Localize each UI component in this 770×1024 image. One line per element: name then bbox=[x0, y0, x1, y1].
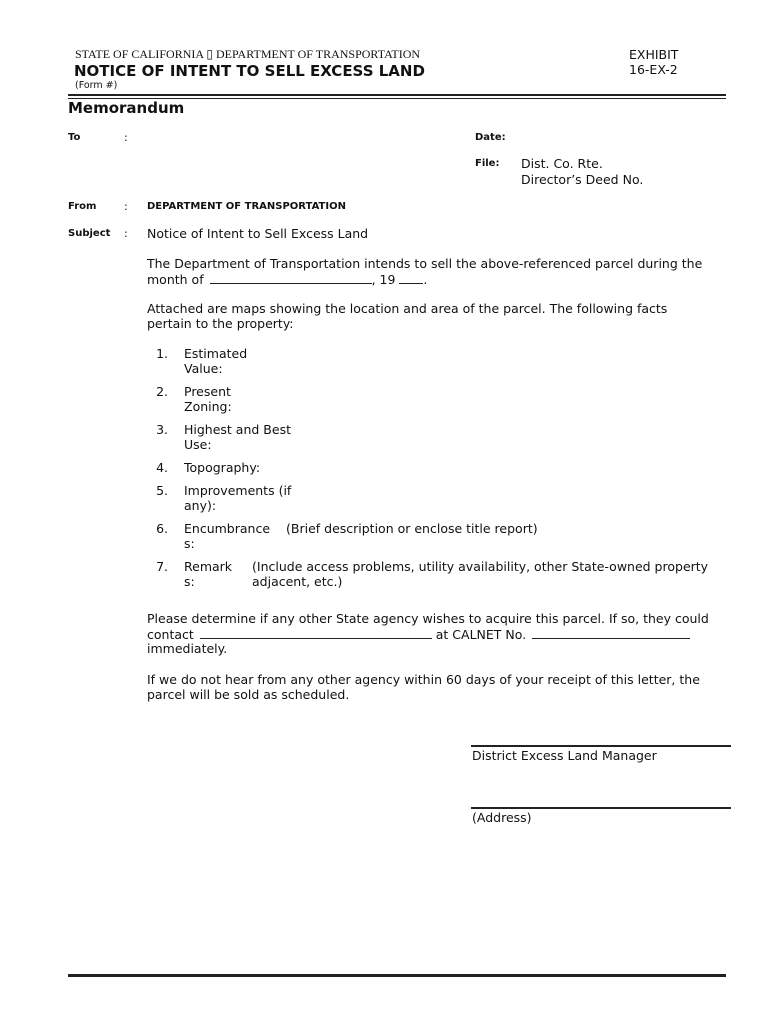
period-text: . bbox=[423, 272, 428, 287]
paragraph-2-line-2: pertain to the property: bbox=[147, 316, 294, 331]
fact-label-line: Estimated bbox=[184, 346, 248, 361]
calnet-blank[interactable] bbox=[532, 626, 690, 639]
paragraph-2-line-1: Attached are maps showing the location and area of the parcel. The following facts bbox=[147, 301, 668, 316]
to-colon: : bbox=[124, 131, 128, 144]
file-directors-deed: Director’s Deed No. bbox=[521, 172, 644, 187]
fact-label-estimated-value bbox=[184, 346, 247, 376]
file-label: File: bbox=[475, 158, 500, 169]
paragraph-1-line-2 bbox=[147, 271, 427, 287]
form-number: (Form #) bbox=[75, 80, 118, 91]
fact-label-highest-best-use bbox=[184, 422, 291, 452]
fact-number: 5. bbox=[156, 483, 168, 498]
year-blank[interactable] bbox=[399, 271, 423, 284]
exhibit-line-1: EXHIBIT bbox=[629, 47, 679, 62]
subject-value: Notice of Intent to Sell Excess Land bbox=[147, 226, 369, 241]
manager-caption: District Excess Land Manager bbox=[472, 748, 657, 763]
from-label: From bbox=[68, 201, 97, 212]
paragraph-4-line-1: If we do not hear from any other agency within 60 days of your receipt of this letter, the bbox=[147, 672, 700, 687]
paragraph-4-line-2: parcel will be sold as scheduled. bbox=[147, 687, 350, 702]
footer-rule bbox=[68, 974, 726, 977]
fact-number: 7. bbox=[156, 559, 168, 574]
fact-label-line: s: bbox=[184, 536, 195, 551]
fact-number: 4. bbox=[156, 460, 168, 475]
form-title: NOTICE OF INTENT TO SELL EXCESS LAND bbox=[74, 62, 425, 80]
fact-number: 1. bbox=[156, 346, 168, 361]
fact-label-line: Value: bbox=[184, 361, 223, 376]
memorandum-heading: Memorandum bbox=[68, 99, 185, 117]
paragraph-3-line-1: Please determine if any other State agency wishes to acquire this parcel. If so, they could bbox=[147, 611, 709, 626]
fact-label-line: Remark bbox=[184, 559, 233, 574]
file-dist-co-rte: Dist. Co. Rte. bbox=[521, 156, 603, 171]
fact-note-line: adjacent, etc.) bbox=[252, 574, 343, 589]
fact-note-remarks bbox=[252, 559, 708, 589]
fact-label-line: Use: bbox=[184, 437, 212, 452]
paragraph-1-line-1: The Department of Transportation intends to sell the above-referenced parcel during the bbox=[147, 256, 703, 271]
address-caption: (Address) bbox=[472, 810, 532, 825]
header-rule-thick bbox=[68, 94, 726, 96]
contact-blank[interactable] bbox=[200, 626, 432, 639]
from-value: DEPARTMENT OF TRANSPORTATION bbox=[147, 201, 346, 212]
paragraph-3-line-2 bbox=[147, 626, 690, 642]
exhibit-line-2: 16-EX-2 bbox=[629, 62, 678, 77]
month-of-text: month of bbox=[147, 272, 204, 287]
fact-label-line: s: bbox=[184, 574, 195, 589]
fact-label-encumbrances bbox=[184, 521, 270, 551]
fact-label-present-zoning bbox=[184, 384, 232, 414]
fact-number: 2. bbox=[156, 384, 168, 399]
manager-signature-line[interactable] bbox=[471, 745, 731, 747]
fact-label-line: Highest and Best bbox=[184, 422, 291, 437]
address-line[interactable] bbox=[471, 807, 731, 809]
fact-label-line: any): bbox=[184, 498, 217, 513]
fact-label-topography bbox=[184, 460, 260, 475]
paragraph-3-line-3: immediately. bbox=[147, 641, 228, 656]
subject-colon: : bbox=[124, 227, 128, 240]
fact-label-improvements bbox=[184, 483, 291, 513]
calnet-text: at CALNET No. bbox=[435, 627, 527, 642]
fact-label-remarks bbox=[184, 559, 232, 589]
month-blank[interactable] bbox=[210, 271, 372, 284]
fact-note-encumbrances: (Brief description or enclose title report) bbox=[286, 521, 538, 536]
fact-number: 6. bbox=[156, 521, 168, 536]
year-prefix-text: , 19 bbox=[371, 272, 396, 287]
fact-label-line: Zoning: bbox=[184, 399, 232, 414]
fact-label-line: Improvements (if bbox=[184, 483, 292, 498]
fact-label-line: Encumbrance bbox=[184, 521, 271, 536]
from-colon: : bbox=[124, 200, 128, 213]
date-label: Date: bbox=[475, 132, 506, 143]
contact-text: contact bbox=[147, 627, 194, 642]
agency-heading: STATE OF CALIFORNIA ▯ DEPARTMENT OF TRANSPORTATION bbox=[75, 47, 421, 61]
fact-number: 3. bbox=[156, 422, 168, 437]
subject-label: Subject bbox=[68, 228, 111, 239]
to-label: To bbox=[68, 132, 81, 143]
exhibit-label bbox=[629, 47, 678, 77]
fact-note-line: (Include access problems, utility availability, other State-owned property bbox=[252, 559, 709, 574]
fact-label-line: Topography: bbox=[184, 460, 261, 475]
fact-label-line: Present bbox=[184, 384, 231, 399]
